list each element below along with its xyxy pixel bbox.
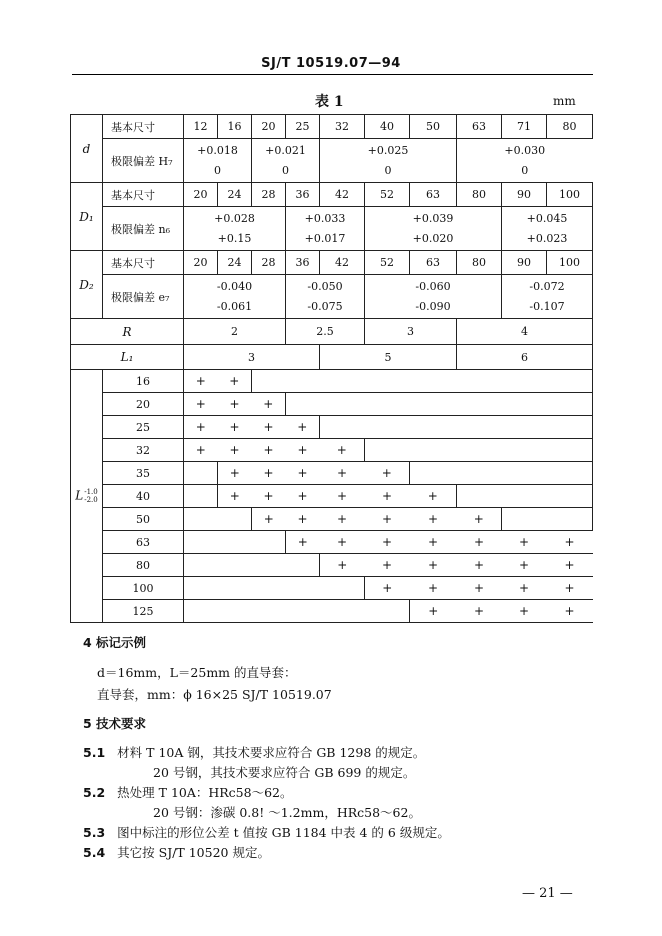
- d-dev-cell: [320, 139, 457, 183]
- L-plus-cell: +: [365, 554, 410, 577]
- section5-item: [83, 783, 293, 801]
- L-empty-cell: [184, 577, 365, 600]
- dev-lower: +0.020: [412, 231, 454, 245]
- L-plus-cell: +: [502, 531, 547, 554]
- L-row: [71, 393, 593, 416]
- L-matrix: [71, 370, 593, 623]
- section5-item-num: 5.1: [83, 745, 106, 760]
- L-plus-cell: +: [547, 531, 593, 554]
- section5-item-line: 图中标注的形位公差 t 值按 GB 1184 中表 4 的 6 级规定。: [117, 825, 450, 840]
- L-symbol: [71, 370, 103, 623]
- R-cell: 2: [184, 319, 286, 345]
- L-plus-cell: +: [457, 508, 502, 531]
- L-plus-cell: +: [184, 416, 218, 439]
- L-plus-cell: +: [547, 577, 593, 600]
- D2-basic-cell: 80: [457, 251, 502, 275]
- L-plus-cell: +: [365, 531, 410, 554]
- L-plus-cell: +: [410, 508, 457, 531]
- header-code: SJ/T 10519.07—94: [261, 56, 401, 71]
- D1-basic-cell: 63: [410, 183, 457, 207]
- L-plus-cell: +: [457, 531, 502, 554]
- dev-lower: +0.017: [304, 231, 346, 245]
- section5-item-line: 材料 T 10A 钢，其技术要求应符合 GB 1298 的规定。: [117, 745, 426, 760]
- D1-dev-label: 极限偏差 n₆: [103, 207, 184, 251]
- L-empty-cell: [184, 485, 218, 508]
- R-label: R: [71, 319, 184, 345]
- D1-basic-cell: 100: [547, 183, 593, 207]
- section5-item: [83, 743, 425, 761]
- dimension-table: [70, 114, 593, 623]
- section5-item: [83, 823, 450, 841]
- D2-basic-row: [71, 251, 593, 275]
- L-row: [71, 462, 593, 485]
- L1-cell: 5: [320, 345, 457, 370]
- dev-lower: -0.090: [415, 299, 451, 313]
- D2-dev-cell: [365, 275, 502, 319]
- L-empty-cell: [184, 508, 252, 531]
- L-plus-cell: +: [218, 416, 252, 439]
- D2-basic-cell: 24: [218, 251, 252, 275]
- L-plus-cell: +: [365, 508, 410, 531]
- L1-cell: 6: [457, 345, 593, 370]
- L-empty-cell: [502, 508, 593, 531]
- D1-basic-label: 基本尺寸: [103, 183, 184, 207]
- D2-dev-cell: [502, 275, 593, 319]
- L-empty-cell: [365, 439, 593, 462]
- D1-symbol: D₁: [71, 183, 103, 251]
- D1-basic-cell: 80: [457, 183, 502, 207]
- R-cell: 2.5: [286, 319, 365, 345]
- header-rule: [72, 74, 593, 75]
- L-symbol-main: L: [75, 488, 84, 503]
- R-row: [71, 319, 593, 345]
- L-plus-cell: +: [252, 439, 286, 462]
- L-row: [71, 485, 593, 508]
- d-basic-label: 基本尺寸: [103, 115, 184, 139]
- d-dev-label: 极限偏差 H₇: [103, 139, 184, 183]
- d-basic-cell: 50: [410, 115, 457, 139]
- table-unit: mm: [553, 94, 576, 108]
- D2-basic-cell: 52: [365, 251, 410, 275]
- dev-lower: -0.061: [216, 299, 253, 313]
- L-plus-cell: +: [184, 393, 218, 416]
- L-plus-cell: +: [410, 577, 457, 600]
- L-plus-cell: +: [410, 554, 457, 577]
- L-plus-cell: +: [320, 485, 365, 508]
- L-empty-cell: [286, 393, 593, 416]
- L-plus-cell: +: [365, 462, 410, 485]
- D2-basic-cell: 63: [410, 251, 457, 275]
- L-plus-cell: +: [252, 416, 286, 439]
- L-plus-cell: +: [218, 370, 252, 393]
- d-dev-cell: [184, 139, 252, 183]
- L-plus-cell: +: [410, 485, 457, 508]
- section5-item-num: 5.2: [83, 785, 106, 800]
- D1-basic-cell: 24: [218, 183, 252, 207]
- L-empty-cell: [184, 554, 320, 577]
- L-plus-cell: +: [502, 600, 547, 623]
- dev-lower: -0.075: [307, 299, 343, 313]
- d-dev-row: [71, 139, 593, 183]
- D2-basic-cell: 100: [547, 251, 593, 275]
- L-empty-cell: [320, 416, 593, 439]
- D1-basic-row: [71, 183, 593, 207]
- dev-upper: +0.045: [526, 211, 568, 225]
- L-row: [71, 508, 593, 531]
- d-basic-row: [71, 115, 593, 139]
- D1-basic-cell: 28: [252, 183, 286, 207]
- L-length-cell: 20: [103, 393, 184, 416]
- D1-basic-cell: 36: [286, 183, 320, 207]
- dev-upper: +0.033: [304, 211, 346, 225]
- section5-item: [83, 843, 270, 861]
- section5-item-line: 20 号钢，其技术要求应符合 GB 699 的规定。: [153, 765, 416, 780]
- D1-basic-cell: 20: [184, 183, 218, 207]
- D1-dev-cell: [365, 207, 502, 251]
- L-plus-cell: +: [218, 462, 252, 485]
- L-empty-cell: [184, 462, 218, 485]
- d-dev-cell: [252, 139, 320, 183]
- L-plus-cell: +: [218, 485, 252, 508]
- L-plus-cell: +: [320, 508, 365, 531]
- L-plus-cell: +: [286, 485, 320, 508]
- D2-symbol: D₂: [71, 251, 103, 319]
- D2-basic-cell: 28: [252, 251, 286, 275]
- d-dev-cell: [457, 139, 593, 183]
- L-plus-cell: +: [457, 600, 502, 623]
- L-plus-cell: +: [184, 439, 218, 462]
- section4-heading: 4 标记示例: [83, 635, 147, 650]
- L-plus-cell: +: [410, 600, 457, 623]
- L1-cell: 3: [184, 345, 320, 370]
- dev-lower: 0: [214, 163, 221, 177]
- L-length-cell: 16: [103, 370, 184, 393]
- L-plus-cell: +: [218, 393, 252, 416]
- dev-upper: +0.028: [214, 211, 255, 225]
- dev-upper: +0.018: [197, 143, 238, 157]
- L-plus-cell: +: [457, 577, 502, 600]
- L-length-cell: 32: [103, 439, 184, 462]
- D1-basic-cell: 52: [365, 183, 410, 207]
- D2-basic-cell: 36: [286, 251, 320, 275]
- dev-upper: +0.021: [265, 143, 306, 157]
- L-length-cell: 100: [103, 577, 184, 600]
- dev-upper: +0.030: [504, 143, 546, 157]
- L-plus-cell: +: [365, 577, 410, 600]
- L-plus-cell: +: [502, 554, 547, 577]
- dev-lower: +0.15: [217, 231, 252, 245]
- L-plus-cell: +: [252, 393, 286, 416]
- L-length-cell: 80: [103, 554, 184, 577]
- section5-item-num: 5.4: [83, 845, 106, 860]
- L-length-cell: 63: [103, 531, 184, 554]
- D2-basic-cell: 20: [184, 251, 218, 275]
- L-plus-cell: +: [320, 439, 365, 462]
- table-caption: 表 1: [315, 94, 344, 110]
- D2-dev-cell: [184, 275, 286, 319]
- d-basic-cell: 63: [457, 115, 502, 139]
- R-cell: 3: [365, 319, 457, 345]
- L-length-cell: 25: [103, 416, 184, 439]
- dev-lower: 0: [521, 163, 529, 177]
- L-length-cell: 35: [103, 462, 184, 485]
- D2-dev-label: 极限偏差 e₇: [103, 275, 184, 319]
- L-plus-cell: +: [218, 439, 252, 462]
- dev-upper: -0.050: [307, 279, 343, 293]
- L-plus-cell: +: [252, 462, 286, 485]
- L-plus-cell: +: [252, 485, 286, 508]
- L-plus-cell: +: [502, 577, 547, 600]
- section5-item-line: 其它按 SJ/T 10520 规定。: [117, 845, 270, 860]
- L-row: [71, 600, 593, 623]
- L1-row: [71, 345, 593, 370]
- L-row: [71, 577, 593, 600]
- dev-upper: +0.039: [412, 211, 454, 225]
- L-plus-cell: +: [286, 439, 320, 462]
- D1-dev-cell: [184, 207, 286, 251]
- L-row: [71, 531, 593, 554]
- D2-basic-cell: 42: [320, 251, 365, 275]
- L-plus-cell: +: [547, 554, 593, 577]
- L-tolerance-lower: -2.0: [84, 496, 98, 504]
- section5-item-line: 热处理 T 10A：HRc58～62。: [117, 785, 293, 800]
- d-basic-cell: 25: [286, 115, 320, 139]
- L-plus-cell: +: [252, 508, 286, 531]
- D1-basic-cell: 90: [502, 183, 547, 207]
- L-row: [71, 416, 593, 439]
- L-plus-cell: +: [365, 485, 410, 508]
- dev-lower: 0: [384, 163, 392, 177]
- L-empty-cell: [410, 462, 593, 485]
- d-basic-cell: 16: [218, 115, 252, 139]
- D2-basic-cell: 90: [502, 251, 547, 275]
- L1-label: L₁: [71, 345, 184, 370]
- L-plus-cell: +: [286, 462, 320, 485]
- section4-line2: 直导套，mm：ϕ 16×25 SJ/T 10519.07: [97, 687, 332, 702]
- section5-item-line: 20 号钢：渗碳 0.8! ～1.2mm，HRc58～62。: [153, 805, 421, 820]
- L-row: [71, 370, 593, 393]
- section4-line1: d＝16mm，L＝25mm 的直导套：: [97, 665, 297, 680]
- d-basic-cell: 20: [252, 115, 286, 139]
- D1-dev-cell: [286, 207, 365, 251]
- L-plus-cell: +: [410, 531, 457, 554]
- dev-upper: +0.025: [367, 143, 409, 157]
- dev-upper: -0.060: [415, 279, 451, 293]
- dev-lower: +0.023: [526, 231, 568, 245]
- L-plus-cell: +: [286, 531, 320, 554]
- page-number: — 21 —: [522, 886, 573, 901]
- D2-dev-cell: [286, 275, 365, 319]
- d-basic-cell: 12: [184, 115, 218, 139]
- L-tolerance-upper: -1.0: [84, 488, 98, 496]
- dev-lower: 0: [282, 163, 289, 177]
- L-length-cell: 50: [103, 508, 184, 531]
- L-plus-cell: +: [457, 554, 502, 577]
- L-empty-cell: [184, 600, 410, 623]
- D2-basic-label: 基本尺寸: [103, 251, 184, 275]
- L-plus-cell: +: [184, 370, 218, 393]
- L-plus-cell: +: [320, 462, 365, 485]
- D2-dev-row: [71, 275, 593, 319]
- D1-dev-row: [71, 207, 593, 251]
- L-plus-cell: +: [286, 416, 320, 439]
- L-row: [71, 439, 593, 462]
- L-empty-cell: [184, 531, 286, 554]
- R-cell: 4: [457, 319, 593, 345]
- L-plus-cell: +: [320, 531, 365, 554]
- L-plus-cell: +: [320, 554, 365, 577]
- dev-upper: -0.040: [216, 279, 253, 293]
- L-empty-cell: [457, 485, 593, 508]
- L-plus-cell: +: [286, 508, 320, 531]
- D1-dev-cell: [502, 207, 593, 251]
- L-empty-cell: [252, 370, 593, 393]
- L-plus-cell: +: [547, 600, 593, 623]
- d-basic-cell: 40: [365, 115, 410, 139]
- section5-heading: 5 技术要求: [83, 716, 147, 731]
- d-basic-cell: 71: [502, 115, 547, 139]
- dev-lower: -0.107: [529, 299, 565, 313]
- d-basic-cell: 80: [547, 115, 593, 139]
- D1-basic-cell: 42: [320, 183, 365, 207]
- d-basic-cell: 32: [320, 115, 365, 139]
- L-length-cell: 125: [103, 600, 184, 623]
- L-row: [71, 554, 593, 577]
- L-length-cell: 40: [103, 485, 184, 508]
- section5-item-num: 5.3: [83, 825, 106, 840]
- d-symbol: d: [71, 115, 103, 183]
- dev-upper: -0.072: [529, 279, 565, 293]
